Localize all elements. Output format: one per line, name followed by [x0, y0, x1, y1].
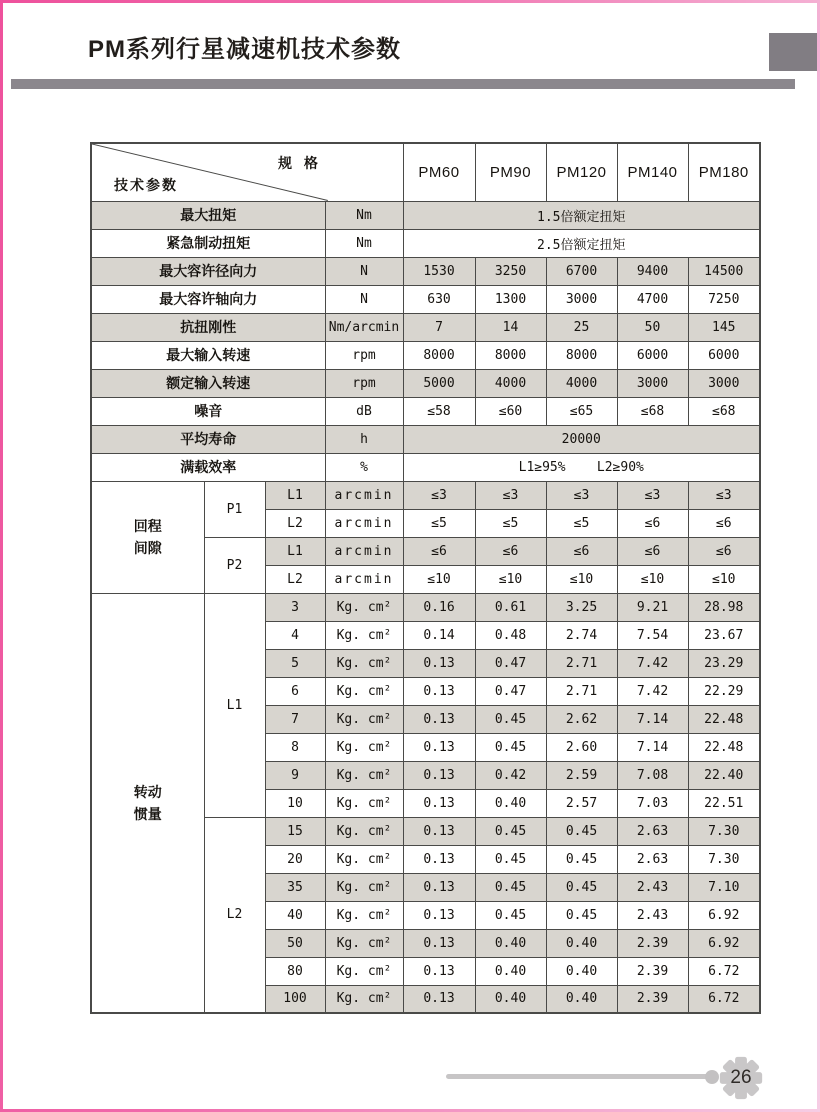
- spec-axis-label: 规 格: [278, 155, 322, 171]
- value-cell: 0.45: [546, 845, 617, 873]
- value-cell: 0.47: [475, 677, 546, 705]
- unit-cell: Kg. cm²: [325, 985, 403, 1013]
- value-cell: 6700: [546, 257, 617, 285]
- param-label-cell: 最大输入转速: [91, 341, 325, 369]
- page-number-badge: [719, 1056, 763, 1100]
- unit-cell: %: [325, 453, 403, 481]
- value-cell: ≤10: [475, 565, 546, 593]
- value-cell: ≤3: [403, 481, 475, 509]
- value-cell: 7.30: [688, 817, 760, 845]
- value-cell: 7.54: [617, 621, 688, 649]
- table-row: [91, 593, 760, 621]
- stage-group-cell: L1: [204, 593, 265, 817]
- value-cell: 0.40: [475, 789, 546, 817]
- value-cell: 2.74: [546, 621, 617, 649]
- value-cell: 2.39: [617, 957, 688, 985]
- section-label-backlash: 回程 间隙: [91, 481, 204, 593]
- precision-class-cell: P1: [204, 481, 265, 537]
- value-cell: 14: [475, 313, 546, 341]
- ratio-cell: 7: [265, 705, 325, 733]
- column-header-pm140: PM140: [617, 143, 688, 201]
- stage-cell: L1: [265, 537, 325, 565]
- value-cell: 2.62: [546, 705, 617, 733]
- unit-cell: Kg. cm²: [325, 705, 403, 733]
- value-cell: 0.13: [403, 845, 475, 873]
- value-cell: 630: [403, 285, 475, 313]
- value-cell: 2.39: [617, 985, 688, 1013]
- value-cell: 6000: [688, 341, 760, 369]
- value-cell: 0.45: [546, 873, 617, 901]
- value-cell: ≤10: [546, 565, 617, 593]
- value-cell: 2.60: [546, 733, 617, 761]
- value-cell: 3000: [688, 369, 760, 397]
- value-cell: 0.13: [403, 733, 475, 761]
- value-cell: 4000: [475, 369, 546, 397]
- value-cell: 7.10: [688, 873, 760, 901]
- unit-cell: arcmin: [325, 565, 403, 593]
- ratio-cell: 35: [265, 873, 325, 901]
- value-cell: 7.08: [617, 761, 688, 789]
- value-cell: 0.40: [475, 985, 546, 1013]
- param-label-cell: 紧急制动扭矩: [91, 229, 325, 257]
- value-cell: 28.98: [688, 593, 760, 621]
- stage-cell: L2: [265, 565, 325, 593]
- param-label-cell: 抗扭刚性: [91, 313, 325, 341]
- value-cell: 23.67: [688, 621, 760, 649]
- value-cell: ≤10: [688, 565, 760, 593]
- param-label-cell: 额定输入转速: [91, 369, 325, 397]
- value-cell: 3.25: [546, 593, 617, 621]
- value-cell: ≤6: [403, 537, 475, 565]
- ratio-cell: 20: [265, 845, 325, 873]
- value-cell: 22.48: [688, 733, 760, 761]
- unit-cell: Nm: [325, 201, 403, 229]
- value-cell: 0.45: [475, 705, 546, 733]
- unit-cell: rpm: [325, 341, 403, 369]
- section-label-inertia: 转动 惯量: [91, 593, 204, 1013]
- ratio-cell: 15: [265, 817, 325, 845]
- value-cell: 6.72: [688, 985, 760, 1013]
- value-cell: ≤6: [475, 537, 546, 565]
- ratio-cell: 4: [265, 621, 325, 649]
- param-label-cell: 噪音: [91, 397, 325, 425]
- table-row: [91, 453, 760, 481]
- table-row: [91, 313, 760, 341]
- value-cell: 0.47: [475, 649, 546, 677]
- value-cell: 4700: [617, 285, 688, 313]
- value-cell: 0.45: [475, 733, 546, 761]
- value-cell: 9400: [617, 257, 688, 285]
- unit-cell: Nm/arcmin: [325, 313, 403, 341]
- unit-cell: arcmin: [325, 509, 403, 537]
- ratio-cell: 50: [265, 929, 325, 957]
- table-row: [91, 285, 760, 313]
- unit-cell: Kg. cm²: [325, 593, 403, 621]
- ratio-cell: 3: [265, 593, 325, 621]
- value-cell: 2.57: [546, 789, 617, 817]
- value-cell: 6.92: [688, 929, 760, 957]
- corner-decoration-square: [769, 33, 817, 71]
- value-cell: 0.13: [403, 789, 475, 817]
- stage-cell: L1: [265, 481, 325, 509]
- table-header-row: [91, 143, 760, 201]
- value-cell: 7.14: [617, 733, 688, 761]
- value-cell: 2.59: [546, 761, 617, 789]
- value-cell: 0.13: [403, 649, 475, 677]
- value-cell: 2.43: [617, 873, 688, 901]
- value-cell: 0.13: [403, 817, 475, 845]
- column-header-pm180: PM180: [688, 143, 760, 201]
- value-cell: 0.13: [403, 761, 475, 789]
- unit-cell: Kg. cm²: [325, 957, 403, 985]
- unit-cell: Kg. cm²: [325, 873, 403, 901]
- value-cell: 2.39: [617, 929, 688, 957]
- value-cell: 0.13: [403, 873, 475, 901]
- page-number: 26: [730, 1067, 752, 1088]
- unit-cell: arcmin: [325, 481, 403, 509]
- value-cell: 3000: [617, 369, 688, 397]
- diagonal-header-cell: [91, 143, 403, 201]
- value-cell: 0.45: [475, 901, 546, 929]
- value-cell: 22.40: [688, 761, 760, 789]
- unit-cell: dB: [325, 397, 403, 425]
- value-cell: 145: [688, 313, 760, 341]
- column-header-pm60: PM60: [403, 143, 475, 201]
- unit-cell: N: [325, 285, 403, 313]
- unit-cell: Nm: [325, 229, 403, 257]
- unit-cell: rpm: [325, 369, 403, 397]
- value-cell: 0.45: [475, 817, 546, 845]
- value-cell: 6.92: [688, 901, 760, 929]
- param-axis-label: 技术参数: [114, 177, 178, 193]
- table-row: [91, 201, 760, 229]
- value-cell: ≤10: [617, 565, 688, 593]
- unit-cell: Kg. cm²: [325, 733, 403, 761]
- catalog-page: [3, 3, 817, 1109]
- unit-cell: Kg. cm²: [325, 817, 403, 845]
- param-label-cell: 最大容许径向力: [91, 257, 325, 285]
- value-cell: ≤3: [475, 481, 546, 509]
- value-cell: 0.45: [546, 901, 617, 929]
- value-cell: ≤6: [617, 509, 688, 537]
- unit-cell: h: [325, 425, 403, 453]
- value-cell: ≤6: [688, 509, 760, 537]
- value-cell: L1≥95% L2≥90%: [403, 453, 760, 481]
- value-cell: 0.40: [475, 929, 546, 957]
- value-cell: 0.40: [546, 929, 617, 957]
- value-cell: 2.43: [617, 901, 688, 929]
- value-cell: 0.48: [475, 621, 546, 649]
- unit-cell: Kg. cm²: [325, 901, 403, 929]
- value-cell: ≤65: [546, 397, 617, 425]
- stage-group-cell: L2: [204, 817, 265, 1013]
- value-cell: 0.40: [475, 957, 546, 985]
- value-cell: 22.29: [688, 677, 760, 705]
- value-cell: ≤60: [475, 397, 546, 425]
- value-cell: 3250: [475, 257, 546, 285]
- value-cell: 6.72: [688, 957, 760, 985]
- value-cell: 8000: [475, 341, 546, 369]
- value-cell: 0.45: [475, 873, 546, 901]
- value-cell: 1300: [475, 285, 546, 313]
- value-cell: 7.14: [617, 705, 688, 733]
- ratio-cell: 6: [265, 677, 325, 705]
- value-cell: 2.5倍额定扭矩: [403, 229, 760, 257]
- value-cell: ≤68: [688, 397, 760, 425]
- value-cell: 6000: [617, 341, 688, 369]
- value-cell: 2.63: [617, 817, 688, 845]
- footer-rule-end-dot: [705, 1070, 719, 1084]
- value-cell: 0.13: [403, 957, 475, 985]
- value-cell: 23.29: [688, 649, 760, 677]
- value-cell: 20000: [403, 425, 760, 453]
- value-cell: ≤5: [403, 509, 475, 537]
- ratio-cell: 80: [265, 957, 325, 985]
- value-cell: 7.42: [617, 677, 688, 705]
- stage-cell: L2: [265, 509, 325, 537]
- footer-rule-line: [446, 1074, 714, 1079]
- value-cell: 22.51: [688, 789, 760, 817]
- value-cell: ≤5: [546, 509, 617, 537]
- unit-cell: Kg. cm²: [325, 929, 403, 957]
- value-cell: 5000: [403, 369, 475, 397]
- value-cell: 8000: [403, 341, 475, 369]
- unit-cell: N: [325, 257, 403, 285]
- value-cell: 7.03: [617, 789, 688, 817]
- value-cell: 0.45: [475, 845, 546, 873]
- param-label-cell: 最大容许轴向力: [91, 285, 325, 313]
- value-cell: 0.13: [403, 901, 475, 929]
- column-header-pm90: PM90: [475, 143, 546, 201]
- table-row: [91, 369, 760, 397]
- unit-cell: arcmin: [325, 537, 403, 565]
- ratio-cell: 9: [265, 761, 325, 789]
- table-row: [91, 229, 760, 257]
- value-cell: 7.42: [617, 649, 688, 677]
- value-cell: 7: [403, 313, 475, 341]
- ratio-cell: 40: [265, 901, 325, 929]
- value-cell: ≤10: [403, 565, 475, 593]
- spec-table: [90, 142, 761, 1014]
- value-cell: 50: [617, 313, 688, 341]
- value-cell: 0.40: [546, 957, 617, 985]
- table-row: [91, 481, 760, 509]
- unit-cell: Kg. cm²: [325, 621, 403, 649]
- unit-cell: Kg. cm²: [325, 677, 403, 705]
- ratio-cell: 5: [265, 649, 325, 677]
- ratio-cell: 8: [265, 733, 325, 761]
- value-cell: 0.13: [403, 929, 475, 957]
- value-cell: 0.13: [403, 677, 475, 705]
- title-underline-bar: [11, 79, 795, 89]
- value-cell: 14500: [688, 257, 760, 285]
- table-row: [91, 397, 760, 425]
- value-cell: ≤6: [546, 537, 617, 565]
- unit-cell: Kg. cm²: [325, 845, 403, 873]
- value-cell: 1530: [403, 257, 475, 285]
- value-cell: 7250: [688, 285, 760, 313]
- value-cell: 0.13: [403, 985, 475, 1013]
- ratio-cell: 100: [265, 985, 325, 1013]
- value-cell: 0.16: [403, 593, 475, 621]
- value-cell: 8000: [546, 341, 617, 369]
- value-cell: 9.21: [617, 593, 688, 621]
- value-cell: ≤3: [688, 481, 760, 509]
- value-cell: 0.40: [546, 985, 617, 1013]
- param-label-cell: 最大扭矩: [91, 201, 325, 229]
- param-label-cell: 平均寿命: [91, 425, 325, 453]
- value-cell: ≤6: [688, 537, 760, 565]
- unit-cell: Kg. cm²: [325, 789, 403, 817]
- table-row: [91, 425, 760, 453]
- value-cell: 0.42: [475, 761, 546, 789]
- page-title: PM系列行星减速机技术参数: [88, 36, 401, 63]
- value-cell: 3000: [546, 285, 617, 313]
- value-cell: 2.71: [546, 677, 617, 705]
- value-cell: ≤3: [546, 481, 617, 509]
- ratio-cell: 10: [265, 789, 325, 817]
- param-label-cell: 满载效率: [91, 453, 325, 481]
- precision-class-cell: P2: [204, 537, 265, 593]
- value-cell: 0.45: [546, 817, 617, 845]
- value-cell: ≤5: [475, 509, 546, 537]
- value-cell: ≤6: [617, 537, 688, 565]
- table-row: [91, 257, 760, 285]
- value-cell: 4000: [546, 369, 617, 397]
- value-cell: 0.13: [403, 705, 475, 733]
- value-cell: 2.63: [617, 845, 688, 873]
- value-cell: ≤3: [617, 481, 688, 509]
- value-cell: 22.48: [688, 705, 760, 733]
- column-header-pm120: PM120: [546, 143, 617, 201]
- value-cell: ≤68: [617, 397, 688, 425]
- unit-cell: Kg. cm²: [325, 761, 403, 789]
- value-cell: 25: [546, 313, 617, 341]
- value-cell: 2.71: [546, 649, 617, 677]
- value-cell: ≤58: [403, 397, 475, 425]
- value-cell: 0.14: [403, 621, 475, 649]
- value-cell: 7.30: [688, 845, 760, 873]
- unit-cell: Kg. cm²: [325, 649, 403, 677]
- value-cell: 0.61: [475, 593, 546, 621]
- table-row: [91, 341, 760, 369]
- value-cell: 1.5倍额定扭矩: [403, 201, 760, 229]
